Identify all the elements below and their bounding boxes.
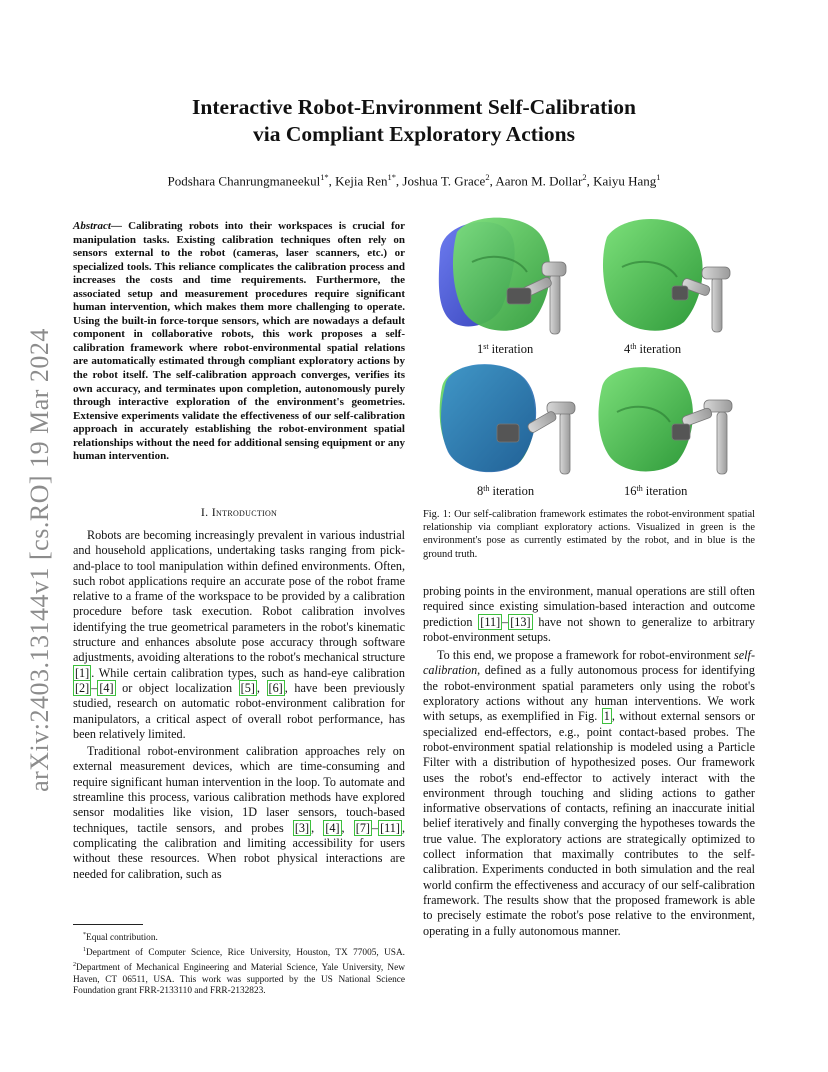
emphasis-text: self-calibration	[423, 648, 755, 678]
paragraph-text: have not shown to generalize to arbitrary robot-environment setups.	[423, 614, 755, 644]
abstract	[73, 220, 405, 464]
paragraph-text: Traditional robot-environment calibration approaches rely on external measurement devices, which are time-consuming and require significant human intervention in the loop. To automate and streamline this process, various calibration methods have explored sensor modalities like vision, 1D laser sensors, touch-based techniques, tactile sensors, and probes	[73, 744, 405, 835]
citation-link[interactable]: [11]	[380, 820, 400, 835]
author-name: Podshara Chanrungmaneekul	[167, 173, 321, 189]
author-name: Kejia Ren	[335, 173, 388, 189]
paragraph-text: . While certain calibration types, such as hand-eye calibration	[91, 665, 405, 680]
citation-link[interactable]: [4]	[99, 680, 114, 695]
figure-caption: Fig. 1: Our self-calibration framework estimates the robot-environment spatial relationship via compliant exploratory actions. Visualized in green is the environment's pose as currently estimated by the robot, and in blue is the ground truth.	[423, 509, 755, 560]
abstract-text: — Calibrating robots into their workspaces is crucial for manipulation tasks. Existing calibration techniques often rely on sensors external to the robot (cameras, laser scanners, etc.) or specialized tools. This reliance complicates the calibration process and increases the costs and time requirements. Furthermore, the associated setup and measurement procedures require significant human intervention, which makes them more challenging to operate. Using the built-in force-torque sensors, which are nowadays a default component in collaborative robots, this work proposes a self-calibration framework where robot-environmental spatial relations are automatically estimated through compliant exploratory actions by the robot itself. The self-calibration approach converges, verifies its own accuracy, and terminates upon completion, autonomously purely through interactive exploration of the environment's geometries. Extensive experiments validate the effectiveness of our self-calibration approach in accurately establishing the robot-environment spatial relationships without the need for additional sensing equipment or any human intervention.	[73, 220, 405, 463]
citation-link[interactable]: [6]	[268, 680, 283, 695]
figure-1	[432, 212, 762, 504]
footnote-rule	[73, 924, 143, 925]
paper-title	[0, 94, 828, 148]
citation-link[interactable]: [5]	[240, 680, 255, 695]
author-affil: 2	[582, 172, 587, 182]
citation-link[interactable]: [2]	[75, 680, 90, 695]
intro-paragraph-3	[423, 648, 755, 939]
figure-1-image	[432, 212, 762, 504]
author-affil: 2	[485, 172, 490, 182]
citation-link[interactable]: [13]	[510, 614, 531, 629]
citation-link[interactable]: [7]	[355, 820, 370, 835]
label-iteration-1: 1st iteration	[477, 341, 534, 356]
paragraph-text: –	[372, 820, 379, 835]
citation-link[interactable]: [3]	[294, 820, 310, 835]
footnote-text: Equal contribution.	[86, 933, 158, 944]
section-heading	[73, 505, 405, 520]
author-name: Aaron M. Dollar	[495, 173, 583, 189]
label-iteration-8: 8th iteration	[477, 483, 535, 498]
citation-link[interactable]: [4]	[325, 820, 340, 835]
citation-link[interactable]: [11]	[480, 614, 501, 629]
paragraph-text: ,	[341, 820, 354, 835]
paragraph-text: ,	[256, 680, 267, 695]
paragraph-text: ,	[311, 820, 324, 835]
arxiv-id: arXiv:2403.13144v1 [cs.RO] 19 Mar 2024	[25, 328, 54, 792]
label-iteration-4: 4th iteration	[624, 341, 682, 356]
abstract-label: Abstract	[73, 220, 111, 232]
paragraph-text: –	[502, 614, 509, 629]
author-list: Podshara Chanrungmaneekul$^{1*}$, Kejia Ren$^{1*}$, Joshua T. Grace$^2$, Aaron M. Dollar$^2$, Kaiyu Hang$^1$	[167, 172, 661, 189]
paragraph-text: or object localization	[115, 680, 239, 695]
title-line-1: Interactive Robot-Environment Self-Calibration	[192, 95, 636, 119]
title-line-2: via Compliant Exploratory Actions	[253, 122, 575, 146]
section-title: Introduction	[211, 505, 278, 519]
author-name: Joshua T. Grace	[402, 173, 486, 189]
figure-ref-link[interactable]: 1	[603, 709, 610, 724]
intro-paragraph-2-cont	[423, 584, 755, 645]
paragraph-text: , defined as a fully autonomous process for identifying the robot-environment spatial parameters only using the robot's exploratory actions without any human interventions. We work with setups, as exemplified in Fig.	[423, 663, 755, 724]
author-name: Kaiyu Hang	[593, 173, 657, 189]
panel-iteration-16	[598, 367, 732, 474]
arxiv-stamp	[20, 328, 60, 792]
label-iteration-16: 16th iteration	[624, 483, 688, 498]
paragraph-text: , complicating the calibration and limiting accessibility for users without these resources. When robot physical interactions are needed for calibration, such as	[73, 820, 405, 881]
paragraph-text: Robots are becoming increasingly prevalent in various industrial and household applications, undertaking tasks ranging from pick-and-place to tool manipulation within defined environments. Often, such robot applications require an accurate pose of the robot frame relative to a frame of the workspace to be provided by a calibration procedure before task execution. Robot calibration involves identifying the true geometrical parameters in the robot's kinematic structure and enhances absolute pose accuracy through software adjustments, avoiding alterations to the robot's mechanical structure	[73, 528, 405, 665]
right-column-body	[423, 584, 755, 939]
paragraph-text: –	[91, 680, 98, 695]
paragraph-text: , have been previously studied, research on automatic robot-environment calibration for manipulators, a critical aspect of overall robot performance, has been relatively limited.	[73, 680, 406, 741]
citation-link[interactable]: [1]	[75, 665, 90, 680]
author-affil: 1*	[320, 172, 329, 182]
footnote-equal-contribution: *Equal contribution.	[83, 932, 158, 944]
intro-paragraph-2	[73, 744, 405, 882]
section-number: I.	[200, 505, 209, 519]
panel-iteration-4	[603, 219, 730, 332]
panel-iteration-1	[439, 218, 566, 334]
footnote-text: Department of Computer Science, Rice University, Houston, TX 77005, USA.	[86, 947, 405, 958]
footnotes	[73, 930, 405, 998]
footnote-affiliations: $^1$Department of Computer Science, Rice University, Houston, TX 77005, USA. $^2$Department of Mechanical Engineering and Material Science, Yale University, New Haven, CT 06511, USA. This work was supported by the US National Science Foundation grant FRR-2133110 and FRR-2132823.	[73, 946, 405, 997]
intro-paragraph-1	[73, 528, 405, 742]
paragraph-text: , without external sensors or specialized end-effectors, e.g., point contact-based probes. The robot-environment spatial relationship is modeled using a Particle Filter with a distribution of hypothesized poses. Our framework uses the robot's end-effector to actively interact with the environment through touching and sliding actions to gather informative observations of contacts, refining an inaccurate initial belief iteratively and finally converging the hypotheses towards the true value. The exploratory actions are strategically optimized to collect information that maximally contributes to the self-calibration. Experiments conducted in both simulation and the real world confirm the effectiveness and accuracy of our self-calibration framework. The results show that the proposed framework is able to precisely estimate the robot's pose relative to the environment, operating in a fully autonomous manner.	[423, 709, 755, 938]
paragraph-text: probing points in the environment, manual operations are still often required since existing simulation-based interaction and outcome prediction	[423, 584, 755, 629]
paragraph-text: To this end, we propose a framework for robot-environment	[437, 648, 735, 663]
footnote-text: Department of Mechanical Engineering and Material Science, Yale University, New Haven, CT 06511, USA. This work was supported by the US National Science Foundation grant FRR-2133110 and FRR-2132823.	[73, 962, 405, 997]
left-column-body	[73, 528, 405, 882]
panel-iteration-8	[440, 364, 575, 474]
author-affil: 1	[656, 172, 661, 182]
author-affil: 1*	[387, 172, 396, 182]
